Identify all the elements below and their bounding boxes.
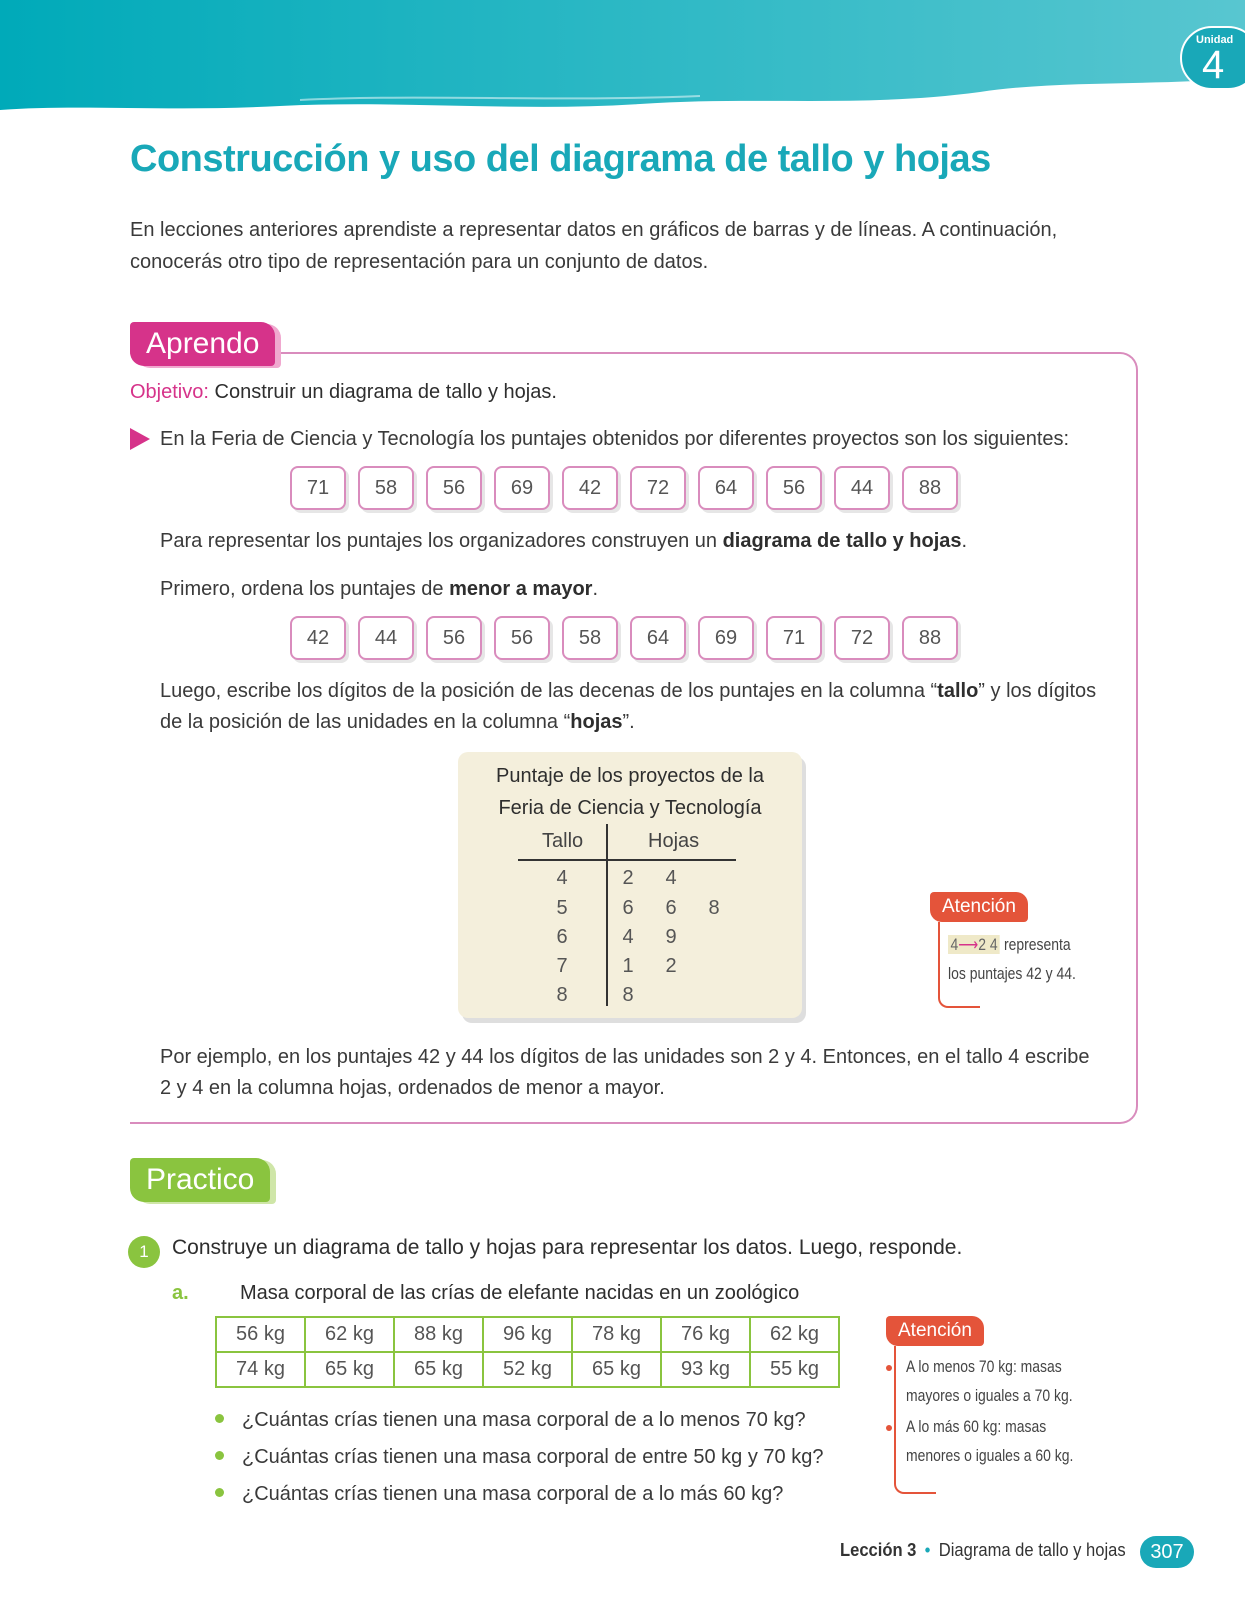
score-box: 44 <box>834 466 890 510</box>
unit-label: Unidad <box>1196 34 1234 46</box>
score-box: 69 <box>494 466 550 510</box>
paragraph-columns: Luego, escribe los dígitos de la posición de las decenas de los puntajes en la columna “tallo” y los dígitos de la posición de las unidades en la columna “hojas”. <box>160 680 1097 733</box>
practico-tag: Practico <box>130 1158 270 1202</box>
table-cell: 76 kg <box>661 1317 750 1352</box>
sorted-score-box: 64 <box>630 616 686 660</box>
objective <box>130 381 557 404</box>
list-item: ¿Cuántas crías tienen una masa corporal de a lo menos 70 kg? <box>215 1402 823 1439</box>
leaf-cell: 4 <box>622 926 634 948</box>
closing-paragraph: Por ejemplo, en los puntajes 42 y 44 los dígitos de las unidades son 2 y 4. Entonces, en el tallo 4 escribe 2 y 4 en la columna hojas, ordenados de menor a mayor. <box>160 1046 1090 1099</box>
sorted-score-box: 44 <box>358 616 414 660</box>
scores-row <box>290 466 958 510</box>
intro-paragraph: En lecciones anteriores aprendiste a representar datos en gráficos de barras y de líneas. A continuación, conocerás otro tipo de representación para un conjunto de datos. <box>130 219 1058 273</box>
unit-number: 4 <box>1202 43 1225 87</box>
table-cell: 52 kg <box>483 1352 572 1387</box>
table-cell: 93 kg <box>661 1352 750 1387</box>
question-text: Construye un diagrama de tallo y hojas para representar los datos. Luego, responde. <box>172 1236 963 1259</box>
objective-label: Objetivo: <box>130 381 209 403</box>
sorted-score-box: 88 <box>902 616 958 660</box>
sorted-score-box: 69 <box>698 616 754 660</box>
leaf-cell: 9 <box>665 926 677 948</box>
attention-note: 4⟶2 4 representa los puntajes 42 y 44. <box>948 935 1076 983</box>
sorted-scores-row <box>290 616 958 660</box>
stem-cell: 7 <box>556 955 568 977</box>
footer <box>840 1540 1126 1561</box>
sorted-score-box: 71 <box>766 616 822 660</box>
aprendo-tag: Aprendo <box>130 322 275 366</box>
leaf-cell: 6 <box>665 897 677 919</box>
stem-header: Tallo <box>542 830 584 852</box>
unit-badge <box>1180 26 1245 90</box>
lesson-label: Lección 3 <box>840 1540 917 1560</box>
attention-list <box>906 1352 1110 1470</box>
table-cell: 74 kg <box>216 1352 305 1387</box>
table-cell: 56 kg <box>216 1317 305 1352</box>
list-item: ¿Cuántas crías tienen una masa corporal de entre 50 kg y 70 kg? <box>215 1439 823 1476</box>
bullet-icon <box>886 1425 892 1431</box>
leaf-cell: 2 <box>622 867 634 889</box>
list-item: A lo menos 70 kg: masas mayores o iguales a 70 kg. <box>906 1352 1110 1410</box>
footer-separator: • <box>924 1540 931 1560</box>
stem-cell: 5 <box>556 897 568 919</box>
table-cell: 88 kg <box>394 1317 483 1352</box>
score-box: 42 <box>562 466 618 510</box>
header-banner <box>0 0 1245 115</box>
stem-cell: 8 <box>556 984 568 1006</box>
score-box: 72 <box>630 466 686 510</box>
table-cell: 55 kg <box>750 1352 839 1387</box>
header-rule <box>518 859 736 861</box>
score-box: 64 <box>698 466 754 510</box>
table-title: Masa corporal de las crías de elefante nacidas en un zoológico <box>240 1282 800 1304</box>
bullet-icon <box>215 1488 224 1497</box>
attention-tag: Atención <box>886 1316 984 1346</box>
score-box: 71 <box>290 466 346 510</box>
question-list <box>215 1402 823 1513</box>
leaf-cell: 1 <box>622 955 634 977</box>
list-item: ¿Cuántas crías tienen una masa corporal de a lo más 60 kg? <box>215 1476 823 1513</box>
table-cell: 78 kg <box>572 1317 661 1352</box>
leaf-cell: 4 <box>665 867 677 889</box>
stem-cell: 6 <box>556 926 568 948</box>
question-number: 1 <box>128 1236 160 1268</box>
paragraph-construct: Para representar los puntajes los organizadores construyen un diagrama de tallo y hojas. <box>160 530 968 552</box>
leaf-cell: 8 <box>622 984 634 1006</box>
lesson-topic: Diagrama de tallo y hojas <box>938 1540 1126 1560</box>
score-box: 56 <box>426 466 482 510</box>
score-box: 88 <box>902 466 958 510</box>
page-number: 307 <box>1140 1536 1194 1568</box>
stem-leaf-diagram <box>458 752 802 1018</box>
sorted-score-box: 56 <box>494 616 550 660</box>
leaf-cell: 6 <box>622 897 634 919</box>
list-item: A lo más 60 kg: masas menores o iguales a 60 kg. <box>906 1412 1110 1470</box>
table-cell: 65 kg <box>394 1352 483 1387</box>
bullet-icon <box>886 1365 892 1371</box>
sorted-score-box: 42 <box>290 616 346 660</box>
arrow-right-icon: ⟶ <box>958 935 979 954</box>
objective-text: Construir un diagrama de tallo y hojas. <box>214 381 557 403</box>
attention-example: 4⟶2 4 <box>948 935 1000 954</box>
table-cell: 62 kg <box>305 1317 394 1352</box>
prompt-text: En la Feria de Ciencia y Tecnología los puntajes obtenidos por diferentes proyectos son los siguientes: <box>160 428 1070 450</box>
bullet-icon <box>215 1451 224 1460</box>
paragraph-order: Primero, ordena los puntajes de menor a mayor. <box>160 578 599 600</box>
sorted-score-box: 58 <box>562 616 618 660</box>
play-arrow-icon <box>130 428 150 450</box>
score-box: 56 <box>766 466 822 510</box>
mass-table <box>215 1316 840 1388</box>
table-cell: 65 kg <box>572 1352 661 1387</box>
attention-tag: Atención <box>930 892 1028 922</box>
stem-divider <box>606 824 608 1006</box>
subquestion-label: a. <box>172 1282 189 1304</box>
bullet-icon <box>215 1414 224 1423</box>
table-cell: 65 kg <box>305 1352 394 1387</box>
table-cell: 96 kg <box>483 1317 572 1352</box>
sorted-score-box: 72 <box>834 616 890 660</box>
score-box: 58 <box>358 466 414 510</box>
sorted-score-box: 56 <box>426 616 482 660</box>
leaf-cell: 2 <box>665 955 677 977</box>
diagram-title: Puntaje de los proyectos de la Feria de Ciencia y Tecnología <box>496 765 764 819</box>
leaf-header: Hojas <box>648 830 700 852</box>
table-cell: 62 kg <box>750 1317 839 1352</box>
table-row <box>216 1317 839 1352</box>
stem-cell: 4 <box>556 867 568 889</box>
table-row <box>216 1352 839 1387</box>
page-title: Construcción y uso del diagrama de tallo y hojas <box>130 138 991 180</box>
leaf-cell: 8 <box>708 897 720 919</box>
